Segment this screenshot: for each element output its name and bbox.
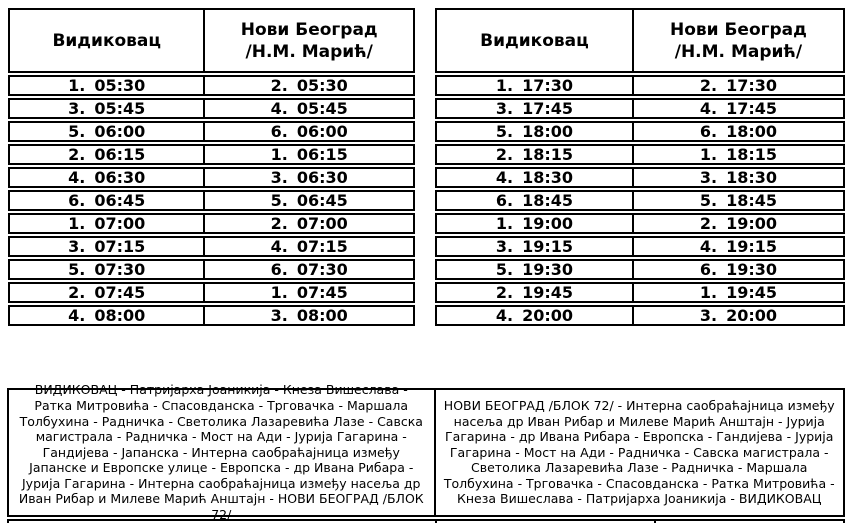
departure-cell	[437, 169, 632, 186]
arrival-cell	[203, 169, 413, 186]
time-value: 17:45	[522, 100, 574, 117]
time-value: 19:15	[522, 238, 574, 255]
arrival-cell	[632, 123, 843, 140]
departure-cell	[437, 238, 632, 255]
time-value: 19:30	[726, 261, 777, 278]
trip-number: 4.	[270, 238, 288, 255]
departure-cell	[10, 146, 203, 163]
timetable-row	[435, 236, 845, 257]
departure-cell	[437, 261, 632, 278]
timetable-morning-body	[8, 75, 415, 326]
timetable-evening	[435, 8, 845, 326]
trip-number: 2.	[699, 215, 718, 232]
time-value: 07:15	[296, 238, 348, 255]
time-value: 08:00	[296, 307, 348, 324]
arrival-cell	[203, 238, 413, 255]
trip-number: 3.	[495, 100, 514, 117]
timetable-row	[8, 75, 415, 96]
arrival-cell	[203, 146, 413, 163]
arrival-cell	[203, 261, 413, 278]
time-value: 07:00	[296, 215, 348, 232]
time-value: 18:00	[522, 123, 574, 140]
time-value: 07:45	[94, 284, 146, 301]
timetable-row	[435, 121, 845, 142]
trip-number: 2.	[495, 284, 514, 301]
trip-number: 2.	[68, 284, 86, 301]
departure-cell	[10, 284, 203, 301]
trip-number: 5.	[68, 123, 86, 140]
timetable-row	[8, 98, 415, 119]
time-value: 18:00	[726, 123, 777, 140]
trip-number: 3.	[68, 100, 86, 117]
departure-cell	[10, 238, 203, 255]
departure-cell	[437, 123, 632, 140]
time-value: 07:00	[94, 215, 146, 232]
time-value: 06:45	[296, 192, 348, 209]
trip-number: 3.	[495, 238, 514, 255]
timetable-row	[435, 167, 845, 188]
trip-number: 6.	[270, 261, 288, 278]
departure-cell	[437, 146, 632, 163]
header-origin	[437, 10, 632, 71]
timetable-morning-header	[8, 8, 415, 73]
time-value: 18:30	[726, 169, 777, 186]
trip-number: 4.	[699, 100, 718, 117]
trip-number: 4.	[495, 307, 514, 324]
trip-number: 2.	[270, 77, 288, 94]
arrival-cell	[632, 146, 843, 163]
trip-number: 2.	[495, 146, 514, 163]
departure-cell	[10, 192, 203, 209]
departure-cell	[10, 123, 203, 140]
timetable-row	[8, 305, 415, 326]
time-value: 19:45	[726, 284, 777, 301]
time-value: 19:15	[726, 238, 777, 255]
timetable-row	[435, 213, 845, 234]
partial-next-row	[7, 519, 845, 523]
trip-number: 4.	[68, 169, 86, 186]
time-value: 17:30	[726, 77, 777, 94]
trip-number: 2.	[270, 215, 288, 232]
arrival-cell	[632, 215, 843, 232]
arrival-cell	[203, 284, 413, 301]
timetable-row	[435, 75, 845, 96]
timetable-row	[435, 144, 845, 165]
time-value: 20:00	[726, 307, 777, 324]
departure-cell	[437, 307, 632, 324]
arrival-cell	[203, 123, 413, 140]
timetable-row	[435, 305, 845, 326]
departure-cell	[437, 77, 632, 94]
origin-label: Видиковац	[480, 30, 589, 51]
departure-cell	[10, 307, 203, 324]
timetable-row	[435, 98, 845, 119]
timetable-evening-header	[435, 8, 845, 73]
timetable-row	[8, 121, 415, 142]
arrival-cell	[632, 238, 843, 255]
time-value: 19:45	[522, 284, 574, 301]
time-value: 07:30	[296, 261, 348, 278]
trip-number: 1.	[68, 215, 86, 232]
trip-number: 6.	[495, 192, 514, 209]
departure-cell	[437, 192, 632, 209]
trip-number: 4.	[495, 169, 514, 186]
time-value: 18:45	[522, 192, 574, 209]
time-value: 20:00	[522, 307, 574, 324]
time-value: 17:45	[726, 100, 777, 117]
route-description-inbound: НОВИ БЕОГРАД /БЛОК 72/ - Интерна саобраћајница између насеља др Иван Рибар и Милеве Марић Анштајн - Јурија Гагарина - др Ивана Рибара - Европска - Гандијева - Јурија Гагарина - Мост на Ади - Радничка - Савска магистрала - Светолика Лазаревића Лазе - Радничка - Маршала Толбухина - Трговачка - Спасовданска - Ратка Митровића - Кнеза Вишеслава - Патријарха Јоаникија - ВИДИКОВАЦ	[434, 390, 843, 515]
trip-number: 1.	[68, 77, 86, 94]
destination-label-line2: /Н.М. Марић/	[245, 41, 373, 62]
trip-number: 5.	[699, 192, 718, 209]
trip-number: 5.	[495, 123, 514, 140]
trip-number: 1.	[270, 146, 288, 163]
arrival-cell	[632, 169, 843, 186]
trip-number: 5.	[68, 261, 86, 278]
time-value: 19:00	[726, 215, 777, 232]
arrival-cell	[203, 215, 413, 232]
timetable-row	[8, 282, 415, 303]
arrival-cell	[632, 77, 843, 94]
departure-cell	[10, 261, 203, 278]
timetable-row	[8, 190, 415, 211]
time-value: 19:00	[522, 215, 574, 232]
arrival-cell	[632, 100, 843, 117]
arrival-cell	[203, 77, 413, 94]
header-origin	[10, 10, 203, 71]
time-value: 06:30	[296, 169, 348, 186]
arrival-cell	[632, 307, 843, 324]
timetable-row	[435, 259, 845, 280]
time-value: 18:15	[522, 146, 574, 163]
arrival-cell	[632, 192, 843, 209]
departure-cell	[437, 284, 632, 301]
trip-number: 1.	[495, 215, 514, 232]
time-value: 05:45	[94, 100, 146, 117]
trip-number: 3.	[68, 238, 86, 255]
trip-number: 6.	[699, 123, 718, 140]
time-value: 07:30	[94, 261, 146, 278]
trip-number: 6.	[68, 192, 86, 209]
departure-cell	[437, 215, 632, 232]
time-value: 06:30	[94, 169, 146, 186]
trip-number: 5.	[495, 261, 514, 278]
route-description-outbound: ВИДИКОВАЦ - Патријарха Јоаникија - Кнеза Вишеслава - Ратка Митровића - Спасовданска - Трговачка - Маршала Толбухина - Радничка - Светолика Лазаревића Лазе - Савска магистрала - Радничка - Мост на Ади - Јурија Гагарина - Гандијева - Јапанска - Интерна саобраћајница између Јапанске и Европске улице - Европска - др Ивана Рибара - Јурија Гагарина - Интерна саобраћајница између насеља др Иван Рибар и Милеве Марић Анштајн - НОВИ БЕОГРАД /БЛОК 72/	[18, 382, 424, 523]
time-value: 06:00	[296, 123, 348, 140]
timetable-row	[8, 213, 415, 234]
timetable-row	[435, 190, 845, 211]
timetable-row	[435, 282, 845, 303]
time-value: 18:45	[726, 192, 777, 209]
time-value: 06:00	[94, 123, 146, 140]
route-descriptions	[7, 382, 845, 523]
destination-label-line1: Нови Београд	[669, 19, 807, 40]
destination-label-line2: /Н.М. Марић/	[674, 41, 803, 62]
time-value: 06:15	[296, 146, 348, 163]
time-value: 05:45	[296, 100, 348, 117]
arrival-cell	[632, 261, 843, 278]
trip-number: 1.	[699, 284, 718, 301]
time-value: 07:15	[94, 238, 146, 255]
trip-number: 5.	[270, 192, 288, 209]
arrival-cell	[203, 192, 413, 209]
trip-number: 6.	[270, 123, 288, 140]
timetable-evening-body	[435, 75, 845, 326]
arrival-cell	[632, 284, 843, 301]
departure-cell	[10, 77, 203, 94]
arrival-cell	[203, 307, 413, 324]
trip-number: 3.	[270, 169, 288, 186]
time-value: 17:30	[522, 77, 574, 94]
trip-number: 3.	[270, 307, 288, 324]
timetable-row	[8, 144, 415, 165]
time-value: 07:45	[296, 284, 348, 301]
departure-cell	[437, 100, 632, 117]
departure-cell	[10, 169, 203, 186]
time-value: 06:45	[94, 192, 146, 209]
departure-cell	[10, 100, 203, 117]
timetable-row	[8, 259, 415, 280]
trip-number: 4.	[699, 238, 718, 255]
time-value: 08:00	[94, 307, 146, 324]
trip-number: 3.	[699, 169, 718, 186]
trip-number: 6.	[699, 261, 718, 278]
departure-cell	[10, 215, 203, 232]
trip-number: 2.	[699, 77, 718, 94]
trip-number: 4.	[270, 100, 288, 117]
header-destination	[632, 10, 843, 71]
trip-number: 3.	[699, 307, 718, 324]
time-value: 18:15	[726, 146, 777, 163]
trip-number: 1.	[495, 77, 514, 94]
trip-number: 1.	[270, 284, 288, 301]
destination-label-line1: Нови Београд	[240, 19, 378, 40]
origin-label: Видиковац	[52, 30, 161, 51]
timetable-row	[8, 236, 415, 257]
arrival-cell	[203, 100, 413, 117]
time-value: 05:30	[94, 77, 146, 94]
timetable-morning	[8, 8, 415, 326]
time-value: 19:30	[522, 261, 574, 278]
trip-number: 1.	[699, 146, 718, 163]
header-destination	[203, 10, 413, 71]
trip-number: 4.	[68, 307, 86, 324]
time-value: 06:15	[94, 146, 146, 163]
timetable-row	[8, 167, 415, 188]
time-value: 05:30	[296, 77, 348, 94]
time-value: 18:30	[522, 169, 574, 186]
trip-number: 2.	[68, 146, 86, 163]
